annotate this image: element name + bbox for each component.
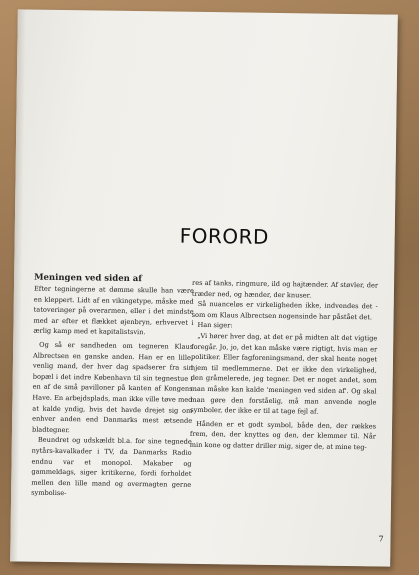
paragraph: Og så er sandheden om tegneren Klaus Albrectsen en ganske anden. Han er en lille, venlig mand, der hver dag spadserer fra sin bopæl i det indre København til sin tegnestue i en af de små pavilloner på kanten af Kongens Have. En arbejdsplads, man ikke ville tøve med at kalde yndig, hvis det havde drejet sig om enhver anden end Danmarks mest ætsende bladtegner. bbox=[31, 340, 194, 434]
left-column bbox=[31, 272, 194, 501]
book-page bbox=[10, 9, 398, 566]
section-heading: Meningen ved siden af bbox=[34, 272, 143, 285]
right-column bbox=[190, 278, 378, 453]
paragraph: Efter tegningerne at dømme skulle han være en kleppert. Lidt af en vikingetype, måske med tatoveringer på overarmen, eller i det mindste med ar efter et flækket øjenbryn, erhvervet i ærlig kamp med et kapitalistsvin. bbox=[33, 284, 195, 337]
paragraph: Han siger: bbox=[197, 321, 233, 330]
page-number: 7 bbox=[378, 534, 384, 544]
paragraph: Beundret og udskældt bl.a. for sine tegnede nytårs-kavalkader i TV, da Danmarks Radio endnu var et monopol. Makaber og gammeldags, siger kritikerne, fordi forholdet mellen den lille mand og overmagten gerne symbolise- bbox=[31, 436, 192, 498]
page-title: FORORD bbox=[179, 223, 270, 249]
paragraph: res af tanks, ringmure, ild og hajtænder. Af støvler, der træder ned, og hænder, der knuser. bbox=[191, 278, 379, 300]
paragraph: Hånden er et godt symbol, både den, der rækkes frem, den, der knyttes og den, der klemmer til. Når min kone og datter driller mig, siger de, at mine teg- bbox=[189, 419, 377, 452]
paragraph: Så nuanceløs er virkeligheden ikke, indvendes det - som om Klaus Albrectsen nogensinde har påstået det. bbox=[191, 300, 378, 322]
paragraph: „Vi hører hver dag, at det er på midten alt det vigtige foregår. Jo, jo, det kan måske være rigtigt, hvis man er politiker. Eller fagforeningsmand, der skal hente noget hjem til medlemmerne. Det er ikke den virkelighed, den gråmelerede, jeg tegner. Det er noget andet, som man måske kan kalde 'meningen ved siden af'. Og skal man gøre den forståelig, må man anvende nogle symboler, der ikke er til at tage fejl af. bbox=[190, 331, 378, 416]
